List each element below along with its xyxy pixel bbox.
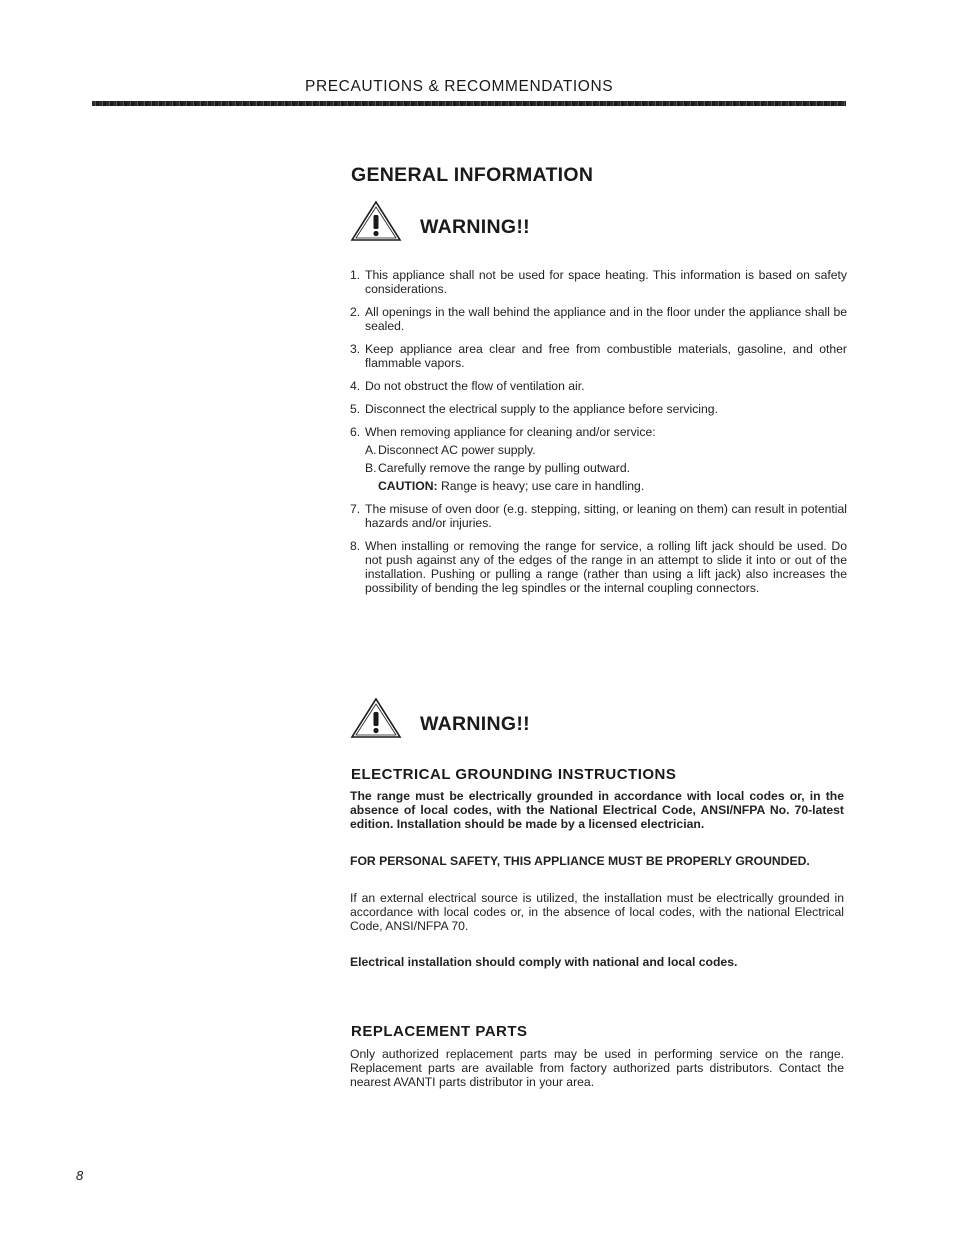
list-item-number: 3. [350,342,361,356]
sub-list-item [365,443,847,457]
caution-text: Range is heavy; use care in handling. [437,479,645,493]
list-item [350,539,847,595]
sub-list [365,443,847,493]
list-item [350,402,847,416]
warning-triangle-icon [350,697,402,739]
external-source-paragraph: If an external electrical source is utilized, the installation must be electrically grounded in accordance with local codes or, in the absence of local codes, with the national Electrical Code, ANSI/NFPA 70. [350,891,844,933]
sub-item-text: Disconnect AC power supply. [378,443,536,457]
electrical-grounding-title: ELECTRICAL GROUNDING INSTRUCTIONS [351,766,677,783]
list-item-text: Keep appliance area clear and free from combustible materials, gasoline, and other flammable vapors. [365,342,847,370]
list-item-text: Do not obstruct the flow of ventilation air. [365,379,585,393]
grounding-intro: The range must be electrically grounded in accordance with local codes or, in the absence of local codes, with the National Electrical Code, ANSI/NFPA No. 70-latest edition. Installation should be made by a licensed electrician. [350,789,844,831]
list-item-text: When installing or removing the range for service, a rolling lift jack should be used. Do not push against any of the edges of the range in an attempt to slide it into or out of the installation. Pushing or pulling a range (rather than using a lift jack) also increases the possibility of bending the leg spindles or the internal coupling connectors. [365,539,847,595]
personal-safety-note: FOR PERSONAL SAFETY, THIS APPLIANCE MUST BE PROPERLY GROUNDED. [350,854,810,868]
warning-heading-2 [350,697,530,739]
list-item-number: 8. [350,539,361,553]
list-item [350,268,847,296]
list-item [350,305,847,333]
list-item-text: This appliance shall not be used for space heating. This information is based on safety considerations. [365,268,847,296]
header-title: PRECAUTIONS & RECOMMENDATIONS [305,78,614,95]
sub-item-letter: B. [365,461,377,475]
list-item [350,342,847,370]
list-item-text: All openings in the wall behind the appliance and in the floor under the appliance shall be sealed. [365,305,847,333]
replacement-parts-text: Only authorized replacement parts may be used in performing service on the range. Replacement parts are available from factory authorized parts distributors. Contact the nearest AVANTI parts distributor in your area. [350,1047,844,1089]
list-item-text: The misuse of oven door (e.g. stepping, sitting, or leaning on them) can result in potential hazards and/or injuries. [365,502,847,530]
caution-label: CAUTION: [378,479,438,493]
header-rule [92,101,846,106]
list-item-text: When removing appliance for cleaning and/or service: [365,425,656,439]
general-information-title: GENERAL INFORMATION [351,164,594,186]
replacement-parts-title: REPLACEMENT PARTS [351,1023,528,1040]
caution-note [378,479,847,493]
comply-note: Electrical installation should comply with national and local codes. [350,955,738,969]
list-item-number: 1. [350,268,361,282]
warning-heading-1 [350,200,530,242]
list-item-number: 6. [350,425,361,439]
list-item [350,379,847,393]
sub-list-item [365,461,847,475]
sub-item-text: Carefully remove the range by pulling outward. [378,461,631,475]
page-number: 8 [76,1168,84,1183]
list-item [350,502,847,530]
list-item [350,425,847,493]
list-item-number: 4. [350,379,361,393]
warning-triangle-icon [350,200,402,242]
list-item-text: Disconnect the electrical supply to the appliance before servicing. [365,402,718,416]
sub-item-letter: A. [365,443,377,457]
list-item-number: 2. [350,305,361,319]
list-item-number: 5. [350,402,361,416]
list-item-body [365,425,847,493]
list-item-number: 7. [350,502,361,516]
warning-label: WARNING!! [420,713,530,735]
general-warning-list [350,268,847,604]
warning-label: WARNING!! [420,216,530,238]
